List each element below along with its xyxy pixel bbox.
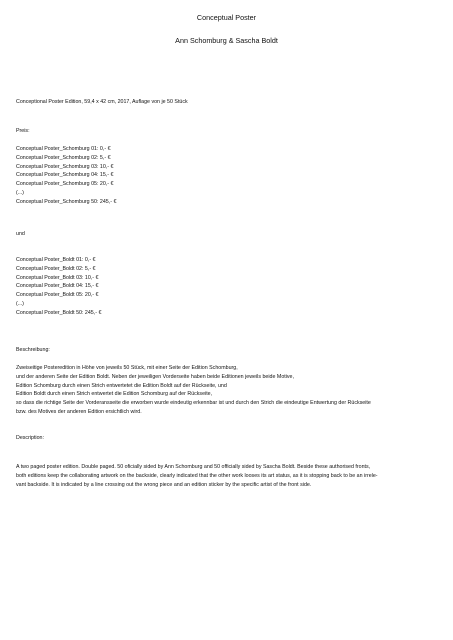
document-title: Conceptual Poster <box>196 13 257 22</box>
price-line: (...) <box>16 189 24 196</box>
price-line: Conceptual Poster_Schomburg 03: 10,- € <box>16 163 114 170</box>
price-label: Preis: <box>16 128 30 134</box>
boldt-price-list <box>16 256 444 318</box>
document-authors: Ann Schomburg & Sascha Boldt <box>175 36 278 45</box>
beschreibung-line: Edition Schomburg durch einen Strich entwertetet die Edition Boldt auf der Rückseite, und <box>16 382 227 389</box>
edition-info: Conceptional Poster Edition, 59,4 x 42 cm, 2017, Auflage von je 50 Stück <box>16 99 188 105</box>
description-line: both editions keep the collaborating artwork on the backside, clearly indicated that the other work looses its art status, as it is stopping back to be an irrele- <box>16 472 378 479</box>
beschreibung-label: Beschreibung: <box>16 347 50 353</box>
beschreibung-line: Edition Boldt durch einen Strich entwertet die Edition Schomburg auf der Rückseite, <box>16 391 213 398</box>
price-line: Conceptual Poster_Schomburg 02: 5,- € <box>16 154 111 161</box>
price-line: Conceptual Poster_Boldt 02: 5,- € <box>16 265 96 272</box>
price-line: Conceptual Poster_Boldt 03: 10,- € <box>16 274 99 281</box>
beschreibung-line: bzw. des Motives der anderen Edition ersichtlich wird. <box>16 408 142 415</box>
beschreibung-line: Zweiseitige Posteredition in Höhe von jeweils 50 Stück, mit einer Seite der Edition Schomburg, <box>16 365 238 371</box>
price-line: Conceptual Poster_Boldt 05: 20,- € <box>16 292 99 299</box>
price-line: Conceptual Poster_Boldt 01: 0,- € <box>16 257 96 263</box>
beschreibung-line: so dass die richtige Seite der Vorderansseite die erworben wurde eindeutig erkennbar ist und durch den Strich die eindeutige Entwertung der Rückseite <box>16 400 371 407</box>
price-line: Conceptual Poster_Schomburg 04: 15,- € <box>16 172 114 179</box>
price-line: Conceptual Poster_Schomburg 05: 20,- € <box>16 181 114 188</box>
price-line: Conceptual Poster_Schomburg 01: 0,- € <box>16 146 111 152</box>
schomburg-price-list <box>16 145 444 207</box>
description-label: Description: <box>16 435 44 441</box>
price-line: Conceptual Poster_Boldt 04: 15,- € <box>16 283 99 290</box>
price-line: Conceptual Poster_Boldt 50: 245,- € <box>16 309 102 316</box>
and-label: und <box>16 231 25 237</box>
beschreibung-text <box>16 364 444 417</box>
description-line: A two paged poster edition. Double paged. 50 oficially sided by Ann Schomburg and 50 officially sided by Sascha Boldt. Beside these authorised fronts, <box>16 464 371 470</box>
beschreibung-line: und der anderen Seite der Edition Boldt. Neben der jeweiligen Vorderseite haben beide Editionen jeweils beide Motive, <box>16 373 294 380</box>
price-line: (...) <box>16 300 24 307</box>
description-text <box>16 463 444 489</box>
price-line: Conceptual Poster_Schomburg 50: 245,- € <box>16 198 117 205</box>
description-line: vant backside. It is indicated by a line crossing out the wrong piece and an edition sticker by the specific artist of the front side. <box>16 481 312 488</box>
